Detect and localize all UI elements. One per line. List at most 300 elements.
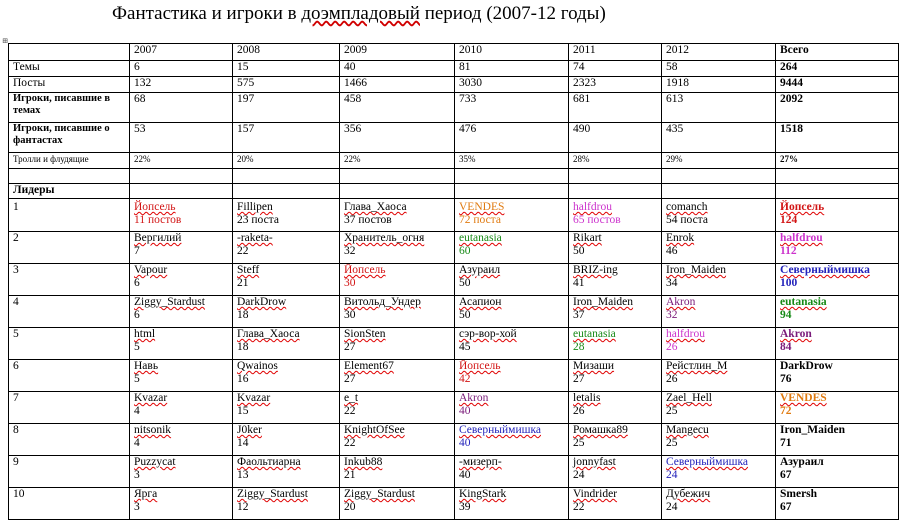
leader-count: 30: [344, 309, 356, 321]
leader-count: 40: [459, 469, 471, 481]
leader-cell[interactable]: [340, 488, 455, 520]
leader-count: 22: [344, 437, 356, 449]
page-title: [112, 0, 606, 28]
leader-count: 40: [459, 437, 471, 449]
year-header-cell[interactable]: Всего: [776, 44, 899, 61]
stat-value-cell[interactable]: 613: [662, 93, 776, 123]
leader-row: [9, 199, 899, 232]
stat-value-cell[interactable]: 2323: [569, 77, 662, 93]
leader-name: Глава_Хаоса: [237, 328, 300, 340]
stat-total-cell[interactable]: 9444: [776, 77, 899, 93]
leader-name: Inkub88: [344, 456, 383, 468]
stat-value-cell[interactable]: 6: [130, 61, 233, 77]
leader-name: Йопсель: [134, 201, 176, 213]
leader-cell[interactable]: [569, 296, 662, 328]
leader-count: 45: [459, 341, 471, 353]
leader-cell[interactable]: [569, 360, 662, 392]
leader-count: 21: [237, 277, 249, 289]
leader-count: 46: [666, 245, 678, 257]
leader-name: Ziggy_Stardust: [134, 296, 205, 308]
table-move-handle-icon[interactable]: ⊞: [2, 37, 8, 45]
stat-value-cell[interactable]: 197: [233, 93, 340, 123]
leader-count: 50: [459, 277, 471, 289]
year-header-cell[interactable]: 2008: [233, 44, 340, 61]
total-leader-name: Akron: [780, 328, 812, 340]
leader-cell[interactable]: [455, 488, 569, 520]
leader-cell[interactable]: [233, 424, 340, 456]
stat-row: [9, 123, 899, 153]
leader-name: Асапион: [459, 296, 502, 308]
leader-total-cell[interactable]: [776, 199, 899, 232]
stat-value-cell[interactable]: 1466: [340, 77, 455, 93]
title-pre: Фантастика и игроки в: [112, 3, 302, 24]
leader-cell[interactable]: [130, 264, 233, 296]
leader-rank-cell[interactable]: 3: [9, 264, 130, 296]
leader-count: 32: [344, 245, 356, 257]
leader-count: 25: [573, 437, 585, 449]
leader-name: Мизаши: [573, 360, 615, 372]
empty-cell[interactable]: [569, 184, 662, 199]
leader-cell[interactable]: [455, 264, 569, 296]
stat-value-cell[interactable]: 15: [233, 61, 340, 77]
leader-rank-cell[interactable]: 4: [9, 296, 130, 328]
leader-name: Fillipen: [237, 201, 273, 213]
year-header-cell[interactable]: 2009: [340, 44, 455, 61]
leader-count: 27: [344, 341, 356, 353]
leader-name: Ziggy_Stardust: [237, 488, 308, 500]
leader-count: 4: [134, 405, 140, 417]
leader-count: 24: [666, 501, 678, 513]
stat-value-cell[interactable]: 356: [340, 123, 455, 153]
empty-cell[interactable]: [340, 184, 455, 199]
stat-value-cell[interactable]: 28%: [569, 153, 662, 169]
leader-rank-cell[interactable]: 5: [9, 328, 130, 360]
leader-cell[interactable]: [130, 296, 233, 328]
stat-value-cell[interactable]: 1918: [662, 77, 776, 93]
leader-name: сэр-вор-хой: [459, 328, 517, 340]
total-leader-name: DarkDrow: [780, 360, 833, 372]
leader-name: Kvazar: [134, 392, 168, 404]
empty-cell[interactable]: [662, 184, 776, 199]
stat-total-cell[interactable]: 27%: [776, 153, 899, 169]
leader-count: 7: [134, 245, 140, 257]
leader-count: 20: [344, 501, 356, 513]
stat-label-cell[interactable]: Игроки, писавшие о фантастах: [9, 123, 130, 153]
leader-cell[interactable]: [455, 199, 569, 232]
stat-value-cell[interactable]: 458: [340, 93, 455, 123]
stat-value-cell[interactable]: 74: [569, 61, 662, 77]
total-leader-count: 71: [780, 437, 792, 449]
leader-rank-cell[interactable]: 7: [9, 392, 130, 424]
stat-value-cell[interactable]: 40: [340, 61, 455, 77]
leader-cell[interactable]: [455, 296, 569, 328]
leader-name: Северныймишка: [666, 456, 748, 468]
leader-cell[interactable]: [455, 328, 569, 360]
leader-count: 50: [459, 309, 471, 321]
empty-cell[interactable]: [9, 169, 130, 184]
stat-total-cell[interactable]: 2092: [776, 93, 899, 123]
leader-cell[interactable]: [662, 360, 776, 392]
leader-cell[interactable]: [233, 488, 340, 520]
leader-cell[interactable]: [662, 328, 776, 360]
leader-cell[interactable]: [662, 199, 776, 232]
empty-cell[interactable]: [130, 184, 233, 199]
leader-name: Qwainos: [237, 360, 278, 372]
leader-count: 14: [237, 437, 249, 449]
leader-cell[interactable]: [233, 392, 340, 424]
stats-table-body: [9, 44, 899, 520]
leader-count: 42: [459, 373, 471, 385]
leader-row: [9, 232, 899, 264]
leader-name: html: [134, 328, 156, 340]
total-leader-name: Азураил: [780, 456, 824, 468]
total-leader-count: 100: [780, 277, 798, 289]
leader-rank-cell[interactable]: 10: [9, 488, 130, 520]
stat-label-cell[interactable]: Игроки, писавшие в темах: [9, 93, 130, 123]
leader-cell[interactable]: [569, 232, 662, 264]
leader-name: Steff: [237, 264, 260, 276]
leader-count: 34: [666, 277, 678, 289]
stat-value-cell[interactable]: 575: [233, 77, 340, 93]
leader-cell[interactable]: [569, 392, 662, 424]
leader-cell[interactable]: [130, 328, 233, 360]
leader-cell[interactable]: [662, 296, 776, 328]
leader-cell[interactable]: [233, 328, 340, 360]
stat-value-cell[interactable]: 733: [455, 93, 569, 123]
leader-cell[interactable]: [455, 424, 569, 456]
leader-row: [9, 296, 899, 328]
empty-cell[interactable]: [233, 184, 340, 199]
empty-cell[interactable]: [233, 169, 340, 184]
leader-name: Навь: [134, 360, 159, 372]
leader-name: DarkDrow: [237, 296, 287, 308]
leader-name: Йопсель: [344, 264, 386, 276]
stat-label-cell[interactable]: Посты: [9, 77, 130, 93]
total-leader-count: 84: [780, 341, 792, 353]
empty-cell[interactable]: [340, 169, 455, 184]
stat-label-cell[interactable]: Темы: [9, 61, 130, 77]
stat-total-cell[interactable]: 1518: [776, 123, 899, 153]
year-header-cell[interactable]: 2011: [569, 44, 662, 61]
leader-name: VENDES: [459, 201, 505, 213]
leader-count: 24: [666, 469, 678, 481]
leader-total-cell[interactable]: [776, 424, 899, 456]
leader-count: 4: [134, 437, 140, 449]
title-post: период (2007-12 годы): [419, 3, 606, 24]
leader-cell[interactable]: [130, 424, 233, 456]
empty-cell[interactable]: [130, 169, 233, 184]
stats-table: [8, 43, 899, 520]
leader-total-cell[interactable]: [776, 360, 899, 392]
leader-cell[interactable]: [340, 456, 455, 488]
leader-name: Фаольтиарна: [237, 456, 301, 468]
total-leader-name: VENDES: [780, 392, 827, 404]
leader-name: Zael_Hell: [666, 392, 712, 404]
leader-rank-cell[interactable]: 1: [9, 199, 130, 232]
leader-cell[interactable]: [233, 360, 340, 392]
leader-total-cell[interactable]: [776, 392, 899, 424]
leader-cell[interactable]: [340, 264, 455, 296]
leader-name: Element67: [344, 360, 394, 372]
leader-cell[interactable]: [340, 232, 455, 264]
leader-count: 12: [237, 501, 249, 513]
leader-total-cell[interactable]: [776, 456, 899, 488]
header-corner-cell[interactable]: [9, 44, 130, 61]
leader-name: Дубежич: [666, 488, 711, 500]
total-leader-count: 124: [780, 214, 798, 226]
leader-count: 41: [573, 277, 585, 289]
leader-name: Ziggy_Stardust: [344, 488, 415, 500]
leader-count: 50: [573, 245, 585, 257]
leader-name: Kvazar: [237, 392, 271, 404]
stat-value-cell[interactable]: 132: [130, 77, 233, 93]
stat-value-cell[interactable]: 157: [233, 123, 340, 153]
leader-cell[interactable]: [569, 488, 662, 520]
leader-cell[interactable]: [340, 392, 455, 424]
stat-value-cell[interactable]: 20%: [233, 153, 340, 169]
leader-name: Vapour: [134, 264, 168, 276]
leader-name: Азураил: [459, 264, 501, 276]
leader-rank-cell[interactable]: 9: [9, 456, 130, 488]
leader-count: 26: [666, 341, 678, 353]
stat-value-cell[interactable]: 29%: [662, 153, 776, 169]
leader-count: 26: [573, 405, 585, 417]
leader-count: 23 поста: [237, 214, 279, 226]
leader-count: 5: [134, 373, 140, 385]
leader-cell[interactable]: [455, 456, 569, 488]
leader-name: eutanasia: [459, 232, 502, 244]
leader-name: Akron: [459, 392, 489, 404]
leader-count: 40: [459, 405, 471, 417]
leader-cell[interactable]: [662, 232, 776, 264]
empty-cell[interactable]: [662, 169, 776, 184]
leader-count: 13: [237, 469, 249, 481]
leader-name: e_t: [344, 392, 359, 404]
leader-count: 27: [344, 373, 356, 385]
leader-cell[interactable]: [340, 328, 455, 360]
stat-total-cell[interactable]: 264: [776, 61, 899, 77]
total-leader-count: 72: [780, 405, 792, 417]
leader-cell[interactable]: [340, 360, 455, 392]
total-leader-count: 94: [780, 309, 792, 321]
leader-name: eutanasia: [573, 328, 616, 340]
total-leader-name: eutanasia: [780, 296, 827, 308]
leader-cell[interactable]: [662, 456, 776, 488]
header-row: [9, 44, 899, 61]
empty-cell[interactable]: [776, 184, 899, 199]
leader-total-cell[interactable]: [776, 328, 899, 360]
stat-value-cell[interactable]: 35%: [455, 153, 569, 169]
leader-count: 15: [237, 405, 249, 417]
leader-count: 28: [573, 341, 585, 353]
leader-name: Akron: [666, 296, 696, 308]
leader-row: [9, 392, 899, 424]
leader-count: 54 поста: [666, 214, 708, 226]
leader-cell[interactable]: [233, 232, 340, 264]
leader-count: 72 поста: [459, 214, 501, 226]
leader-row: [9, 424, 899, 456]
leader-name: Глава_Хаоса: [344, 201, 407, 213]
leader-name: BRIZ-ing: [573, 264, 618, 276]
leader-cell[interactable]: [455, 360, 569, 392]
empty-cell[interactable]: [455, 184, 569, 199]
leader-cell[interactable]: [569, 264, 662, 296]
leader-cell[interactable]: [340, 296, 455, 328]
leader-name: Puzzycat: [134, 456, 176, 468]
leader-name: jonnyfast: [573, 456, 616, 468]
leader-name: KingStark: [459, 488, 507, 500]
stat-row: [9, 153, 899, 169]
leader-count: 37 постов: [344, 214, 392, 226]
leader-count: 3: [134, 469, 140, 481]
empty-cell[interactable]: [455, 169, 569, 184]
stat-value-cell[interactable]: 22%: [340, 153, 455, 169]
leader-name: comanch: [666, 201, 708, 213]
leader-name: Рейстлин_М: [666, 360, 728, 372]
leader-row: [9, 456, 899, 488]
total-leader-name: halfdrou: [780, 232, 823, 244]
stat-value-cell[interactable]: 490: [569, 123, 662, 153]
leader-row: [9, 488, 899, 520]
leader-rank-cell[interactable]: 6: [9, 360, 130, 392]
leader-name: Северныймишка: [459, 424, 541, 436]
leader-count: 18: [237, 309, 249, 321]
leader-name: Iron_Maiden: [666, 264, 727, 276]
stat-value-cell[interactable]: 53: [130, 123, 233, 153]
total-leader-count: 112: [780, 245, 797, 257]
leaders-label-row: [9, 184, 899, 199]
leader-count: 16: [237, 373, 249, 385]
leader-count: 6: [134, 277, 140, 289]
leader-rank-cell[interactable]: 8: [9, 424, 130, 456]
stat-row: [9, 93, 899, 123]
blank-row: [9, 169, 899, 184]
leader-rank-cell[interactable]: 2: [9, 232, 130, 264]
leader-name: letalis: [573, 392, 601, 404]
leader-cell[interactable]: [569, 424, 662, 456]
leader-name: Vindrider: [573, 488, 618, 500]
stat-value-cell[interactable]: 476: [455, 123, 569, 153]
empty-cell[interactable]: [776, 169, 899, 184]
leader-cell[interactable]: [340, 424, 455, 456]
leader-total-cell[interactable]: [776, 488, 899, 520]
leader-cell[interactable]: [569, 328, 662, 360]
leader-count: 21: [344, 469, 356, 481]
leader-name: Йопсель: [459, 360, 501, 372]
leader-cell[interactable]: [662, 264, 776, 296]
leader-total-cell[interactable]: [776, 232, 899, 264]
leader-name: SionSten: [344, 328, 386, 340]
leader-count: 32: [666, 309, 678, 321]
leader-cell[interactable]: [233, 296, 340, 328]
leader-cell[interactable]: [455, 232, 569, 264]
leader-cell[interactable]: [569, 199, 662, 232]
leader-name: Ромашка89: [573, 424, 628, 436]
leader-row: [9, 360, 899, 392]
leader-cell[interactable]: [569, 456, 662, 488]
leader-count: 39: [459, 501, 471, 513]
total-leader-name: Северныймишка: [780, 264, 870, 276]
leader-cell[interactable]: [130, 232, 233, 264]
year-header-cell[interactable]: 2007: [130, 44, 233, 61]
leader-cell[interactable]: [662, 392, 776, 424]
total-leader-count: 76: [780, 373, 792, 385]
stat-value-cell[interactable]: 68: [130, 93, 233, 123]
leader-row: [9, 264, 899, 296]
leader-cell[interactable]: [233, 456, 340, 488]
leader-name: halfdrou: [666, 328, 705, 340]
leader-cell[interactable]: [130, 360, 233, 392]
leader-name: Iron_Maiden: [573, 296, 634, 308]
leader-count: 65 постов: [573, 214, 621, 226]
leader-cell[interactable]: [662, 488, 776, 520]
leader-name: Витольд_Ундер: [344, 296, 421, 308]
stat-value-cell[interactable]: 3030: [455, 77, 569, 93]
stat-value-cell[interactable]: 22%: [130, 153, 233, 169]
leader-count: 3: [134, 501, 140, 513]
leader-count: 18: [237, 341, 249, 353]
year-header-cell[interactable]: 2012: [662, 44, 776, 61]
empty-cell[interactable]: [569, 169, 662, 184]
stat-value-cell[interactable]: 58: [662, 61, 776, 77]
leader-count: 25: [666, 405, 678, 417]
stat-value-cell[interactable]: 435: [662, 123, 776, 153]
leader-count: 22: [237, 245, 249, 257]
leader-cell[interactable]: [130, 456, 233, 488]
leader-cell[interactable]: [340, 199, 455, 232]
leader-name: Rikart: [573, 232, 602, 244]
leader-cell[interactable]: [233, 199, 340, 232]
leader-total-cell[interactable]: [776, 296, 899, 328]
leader-cell[interactable]: [455, 392, 569, 424]
stat-label-cell[interactable]: Тролли и флудящие: [9, 153, 130, 169]
leader-cell[interactable]: [130, 488, 233, 520]
leader-count: 22: [344, 405, 356, 417]
leader-count: 22: [573, 501, 585, 513]
leader-cell[interactable]: [233, 264, 340, 296]
leader-name: -raketa-: [237, 232, 273, 244]
leader-name: J0ker: [237, 424, 262, 436]
stat-row: [9, 61, 899, 77]
leader-name: -мизерп-: [459, 456, 502, 468]
leader-name: halfdrou: [573, 201, 612, 213]
title-underlined: доэмпладовый: [301, 3, 420, 24]
leader-cell[interactable]: [662, 424, 776, 456]
stat-row: [9, 77, 899, 93]
total-leader-name: Iron_Maiden: [780, 424, 845, 436]
stat-value-cell[interactable]: 681: [569, 93, 662, 123]
leader-count: 24: [573, 469, 585, 481]
leader-name: Хранитель_огня: [344, 232, 425, 244]
leader-total-cell[interactable]: [776, 264, 899, 296]
leader-count: 37: [573, 309, 585, 321]
leader-cell[interactable]: [130, 199, 233, 232]
leaders-label-cell[interactable]: Лидеры: [9, 184, 130, 199]
stat-value-cell[interactable]: 81: [455, 61, 569, 77]
total-leader-count: 67: [780, 501, 792, 513]
leader-name: nitsonik: [134, 424, 172, 436]
leader-count: 11 постов: [134, 214, 182, 226]
leader-name: Mangecu: [666, 424, 709, 436]
leader-count: 25: [666, 437, 678, 449]
year-header-cell[interactable]: 2010: [455, 44, 569, 61]
leader-cell[interactable]: [130, 392, 233, 424]
leader-name: Enrok: [666, 232, 695, 244]
leader-count: 27: [573, 373, 585, 385]
leader-count: 60: [459, 245, 471, 257]
leader-name: Вергилий: [134, 232, 182, 244]
leader-count: 5: [134, 341, 140, 353]
